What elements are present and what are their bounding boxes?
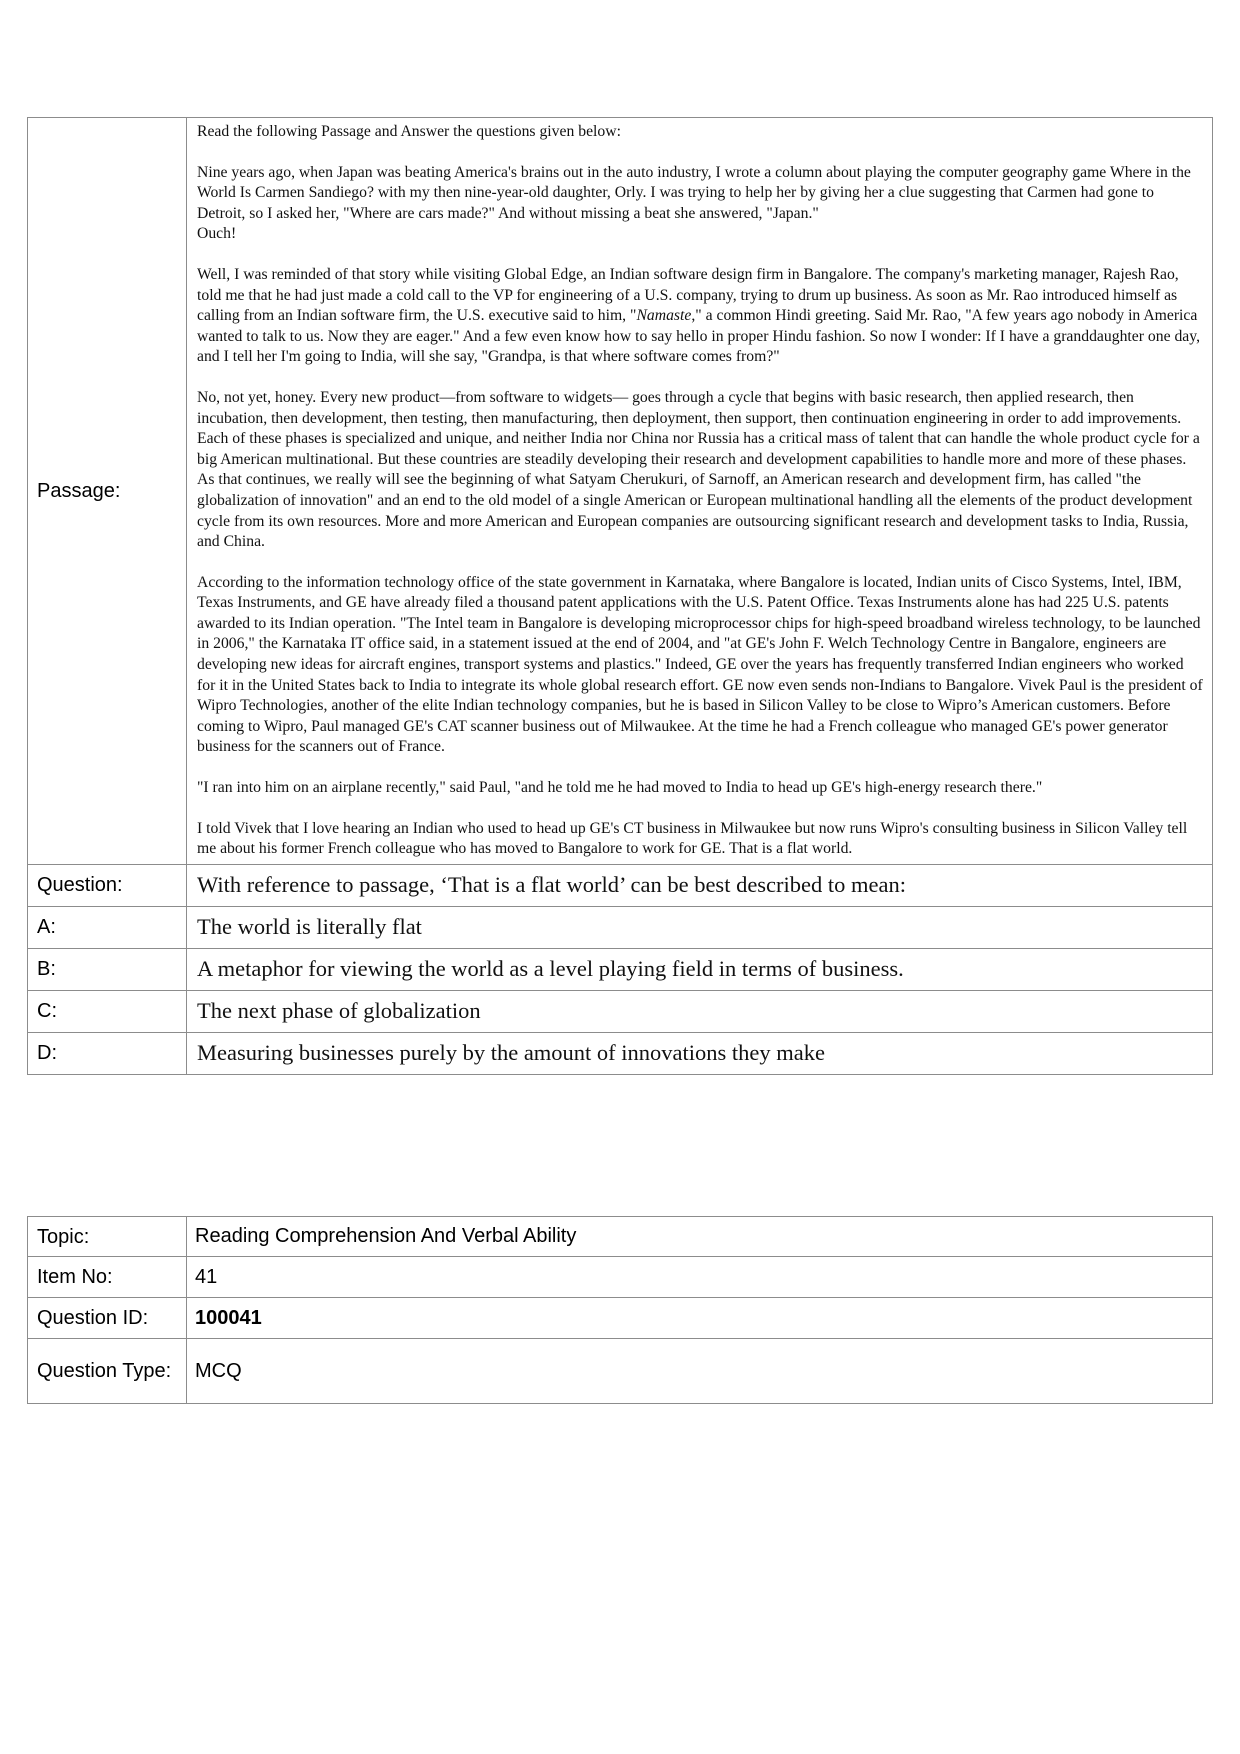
passage-row <box>28 118 1213 865</box>
passage-paragraph-2: Well, I was reminded of that story while visiting Global Edge, an Indian software design firm in Bangalore. The company's marketing manager, Rajesh Rao, told me that he had just made a cold call to the VP for engineering of a U.S. company, trying to drum up business. As soon as Mr. Rao introduced himself as calling from an Indian software firm, the U.S. executive said to him, "Namaste," a common Hindi greeting. Said Mr. Rao, "A few years ago nobody in America wanted to talk to us. Now they are eager." And a few even know how to say hello in proper Hindu fashion. So now I wonder: If I have a granddaughter one day, and I tell her I'm going to India, will she say, "Grandpa, is that where software comes from?" <box>197 265 1201 366</box>
option-row-d <box>28 1032 1213 1074</box>
option-c-label: C: <box>28 990 187 1032</box>
topic-row <box>28 1217 1213 1257</box>
option-d-text: Measuring businesses purely by the amount of innovations they make <box>187 1032 1213 1074</box>
topic-value: Reading Comprehension And Verbal Ability <box>187 1217 1213 1257</box>
passage-paragraph-1: Nine years ago, when Japan was beating America's brains out in the auto industry, I wrote a column about playing the computer geography game Where in the World Is Carmen Sandiego? with my then nine-year-old daughter, Orly. I was trying to help her by giving her a clue suggesting that Carmen had gone to Detroit, so I asked her, "Where are cars made?" And without missing a beat she answered, "Japan." Ouch! <box>197 163 1191 243</box>
option-row-c <box>28 990 1213 1032</box>
question-id-row <box>28 1298 1213 1339</box>
question-type-value: MCQ <box>187 1339 1213 1404</box>
option-b-text: A metaphor for viewing the world as a level playing field in terms of business. <box>187 948 1213 990</box>
option-row-b <box>28 948 1213 990</box>
question-id-label: Question ID: <box>28 1298 187 1339</box>
topic-label: Topic: <box>28 1217 187 1257</box>
item-no-label: Item No: <box>28 1257 187 1298</box>
passage-paragraph-6: I told Vivek that I love hearing an Indian who used to head up GE's CT business in Milwaukee but now runs Wipro's consulting business in Silicon Valley tell me about his former French colleague who has moved to Bangalore to work for GE. That is a flat world. <box>197 819 1188 858</box>
question-type-label: Question Type: <box>28 1339 187 1404</box>
passage-intro: Read the following Passage and Answer the questions given below: <box>197 123 621 140</box>
passage-label: Passage: <box>28 118 187 865</box>
question-type-row <box>28 1339 1213 1404</box>
passage-paragraph-4: According to the information technology office of the state government in Karnataka, where Bangalore is located, Indian units of Cisco Systems, Intel, IBM, Texas Instruments, and GE have already filed a thousand patent applications with the U.S. Patent Office. Texas Instruments alone has had 225 U.S. patents awarded to its Indian operation. "The Intel team in Bangalore is developing microprocessor chips for high-speed broadband wireless technology, to be launched in 2006," the Karnataka IT office said, in a statement issued at the end of 2004, and "at GE's John F. Welch Technology Centre in Bangalore, engineers are developing new ideas for aircraft engines, transport systems and plastics." Indeed, GE over the years has frequently transferred Indian engineers who worked for it in the United States back to India to integrate its whole global research effort. GE now even sends non-Indians to Bangalore. Vivek Paul is the president of Wipro Technologies, another of the elite Indian technology companies, but he is based in Silicon Valley to be close to Wipro’s American customers. Before coming to Wipro, Paul managed GE's CAT scanner business out of Milwaukee. At the time he had a French colleague who managed GE's power generator business for the scanners out of France. <box>197 573 1203 756</box>
passage-text <box>187 118 1213 865</box>
metadata-table <box>27 1216 1213 1404</box>
item-no-row <box>28 1257 1213 1298</box>
question-row <box>28 864 1213 906</box>
option-row-a <box>28 906 1213 948</box>
option-a-text: The world is literally flat <box>187 906 1213 948</box>
option-a-label: A: <box>28 906 187 948</box>
question-table <box>27 117 1213 1075</box>
question-id-value: 100041 <box>187 1298 1213 1339</box>
question-text: With reference to passage, ‘That is a flat world’ can be best described to mean: <box>187 864 1213 906</box>
option-d-label: D: <box>28 1032 187 1074</box>
question-label: Question: <box>28 864 187 906</box>
item-no-value: 41 <box>187 1257 1213 1298</box>
option-b-label: B: <box>28 948 187 990</box>
passage-paragraph-5: "I ran into him on an airplane recently," said Paul, "and he told me he had moved to India to head up GE's high-energy research there." <box>197 779 1043 797</box>
option-c-text: The next phase of globalization <box>187 990 1213 1032</box>
passage-paragraph-3: No, not yet, honey. Every new product—from software to widgets— goes through a cycle that begins with basic research, then applied research, then incubation, then development, then testing, then manufacturing, then deployment, then support, then continuation engineering in order to add improvements. Each of these phases is specialized and unique, and neither India nor China nor Russia has a critical mass of talent that can handle the whole product cycle for a big American multinational. But these countries are steadily developing their research and development capabilities to handle more and more of these phases. As that continues, we really will see the beginning of what Satyam Cherukuri, of Sarnoff, an American research and development firm, has called "the globalization of innovation" and an end to the old model of a single American or European multinational handling all the elements of the product development cycle from its own resources. More and more American and European companies are outsourcing significant research and development tasks to India, Russia, and China. <box>197 388 1200 551</box>
